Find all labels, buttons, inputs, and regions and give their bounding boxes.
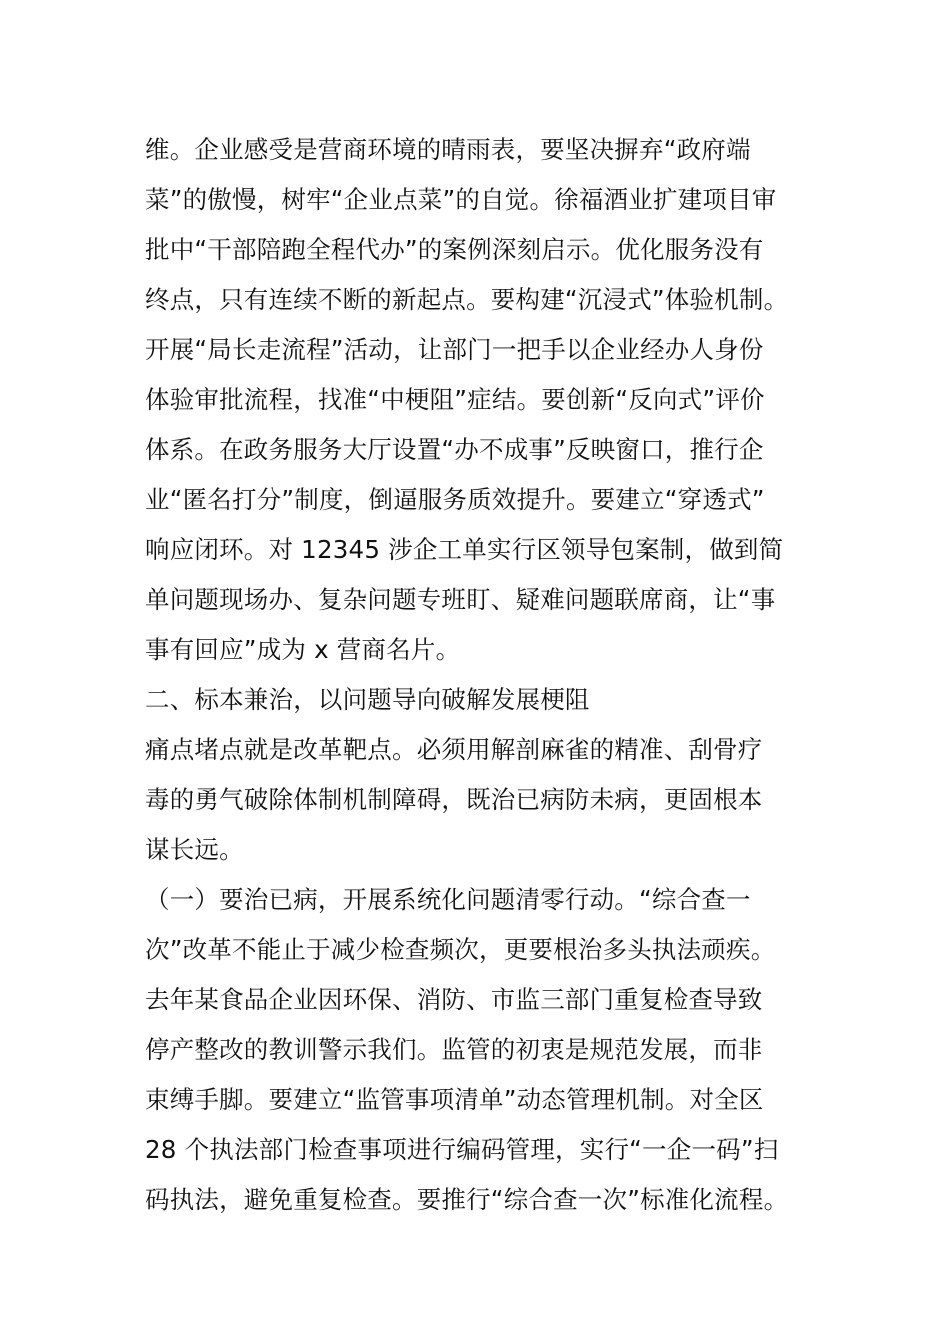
paragraph-line: 码执法，避免重复检查。要推行“综合查一次”标准化流程。: [145, 1185, 789, 1214]
paragraph-line: 28 个执法部门检查事项进行编码管理，实行“一企一码”扫: [145, 1135, 779, 1164]
paragraph-line: 谋长远。: [145, 835, 244, 864]
paragraph-line: 束缚手脚。要建立“监管事项清单”动态管理机制。对全区: [145, 1085, 764, 1114]
paragraph-line: 体系。在政务服务大厅设置“办不成事”反映窗口，推行企: [145, 435, 764, 464]
paragraph-line: 去年某食品企业因环保、消防、市监三部门重复检查导致: [145, 985, 763, 1014]
paragraph-line: 体验审批流程，找准“中梗阻”症结。要创新“反向式”评价: [145, 385, 765, 414]
paragraph-line: 停产整改的教训警示我们。监管的初衷是规范发展，而非: [145, 1035, 763, 1064]
paragraph-line: 业“匿名打分”制度，倒逼服务质效提升。要建立“穿透式”: [145, 485, 765, 514]
paragraph-line: 菜”的傲慢，树牢“企业点菜”的自觉。徐福酒业扩建项目审: [145, 185, 777, 214]
section-heading: 二、标本兼治，以问题导向破解发展梗阻: [145, 685, 590, 714]
paragraph-line: 响应闭环。对 12345 涉企工单实行区领导包案制，做到简: [145, 535, 784, 564]
paragraph-line: 开展“局长走流程”活动，让部门一把手以企业经办人身份: [145, 335, 764, 364]
paragraph-line: 次”改革不能止于减少检查频次，更要根治多头执法顽疾。: [145, 935, 776, 964]
paragraph-line: 终点，只有连续不断的新起点。要构建“沉浸式”体验机制。: [145, 285, 789, 314]
paragraph-line: 维。企业感受是营商环境的晴雨表，要坚决摒弃“政府端: [145, 135, 751, 164]
document-body: [145, 125, 825, 1225]
paragraph-line: 批中“干部陪跑全程代办”的案例深刻启示。优化服务没有: [145, 235, 764, 264]
paragraph-line: 毒的勇气破除体制机制障碍，既治已病防未病，更固根本: [145, 785, 763, 814]
paragraph-line: 痛点堵点就是改革靶点。必须用解剖麻雀的精准、刮骨疗: [145, 735, 763, 764]
subsection-line: （一）要治已病，开展系统化问题清零行动。“综合查一: [145, 885, 751, 914]
paragraph-line: 单问题现场办、复杂问题专班盯、疑难问题联席商，让“事: [145, 585, 776, 614]
paragraph-line: 事有回应”成为 x 营商名片。: [145, 635, 461, 664]
